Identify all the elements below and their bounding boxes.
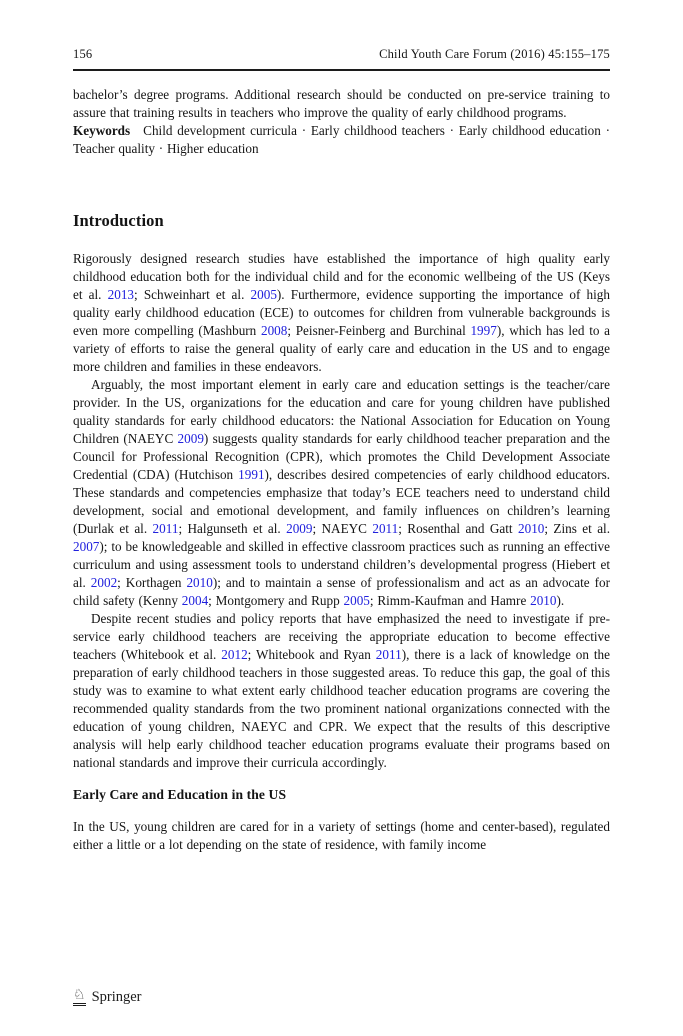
introduction-paragraph-2 bbox=[73, 376, 610, 610]
paragraph-text: Despite recent studies and policy reports that have emphasized the need to investigate if pre-service early childhood teachers are receiving the appropriate education to become effective teachers (Whitebook et al. bbox=[73, 611, 610, 662]
paragraph-text: ; Montgomery and Rupp bbox=[208, 593, 344, 608]
journal-reference: Child Youth Care Forum (2016) 45:155–175 bbox=[379, 47, 610, 61]
paragraph-text: Arguably, the most important element in early care and education settings is the teacher/care provider. In the US, organizations for the education and care for young children have published quality standards for early childhood educators: the National Association for Education on Young Children (NAEYC bbox=[73, 377, 610, 446]
paragraph-text: ); to be knowledgeable and skilled in effective classroom practices such as running an effective curriculum and using assessment tools to understand children’s developmental progress (Hiebert et al. bbox=[73, 539, 610, 590]
introduction-paragraph-1 bbox=[73, 250, 610, 376]
paragraph-text: ); and to maintain a sense of professionalism and act as an advocate for child safety (Kenny bbox=[73, 575, 610, 608]
early-care-paragraph-1: In the US, young children are cared for in a variety of settings (home and center-based), regulated either a little or a lot depending on the state of residence, with family income bbox=[73, 819, 610, 852]
citation-link[interactable]: 1991 bbox=[238, 467, 265, 482]
paragraph-text: ) suggests quality standards for early childhood teacher preparation and the Council for Professional Recognition (CPR), which promotes the Child Development Associate Credential (CDA) (Hutchison bbox=[73, 431, 610, 482]
citation-link[interactable]: 2009 bbox=[286, 521, 313, 536]
citation-link[interactable]: 2011 bbox=[152, 521, 179, 536]
paragraph-text: ). bbox=[556, 593, 565, 608]
publisher-wordmark: Springer bbox=[91, 989, 142, 1005]
paragraph-text: ), which has led to a variety of efforts to raise the general quality of early care and education in the US and to engage more children and families in these endeavors. bbox=[73, 323, 611, 374]
citation-link[interactable]: 2013 bbox=[107, 287, 135, 302]
paragraph-text: Rigorously designed research studies have established the importance of high quality early childhood education both for the individual child and for the economic wellbeing of the US (Keys et al. bbox=[73, 251, 610, 302]
citation-link[interactable]: 2010 bbox=[518, 521, 545, 536]
paragraph-text: ; Zins et al. bbox=[544, 521, 611, 536]
citation-link[interactable]: 2005 bbox=[343, 593, 370, 608]
citation-link[interactable]: 2011 bbox=[372, 521, 399, 536]
keywords-block bbox=[73, 122, 610, 158]
citation-link[interactable]: 2002 bbox=[90, 575, 118, 590]
paragraph-text: ; Peisner-Feinberg and Burchinal bbox=[287, 323, 471, 338]
citation-link[interactable]: 2011 bbox=[375, 647, 402, 662]
citation-link[interactable]: 2008 bbox=[260, 323, 288, 338]
running-header bbox=[73, 0, 610, 62]
citation-link[interactable]: 2005 bbox=[250, 287, 277, 302]
citation-link[interactable]: 2012 bbox=[221, 647, 248, 662]
page-content bbox=[73, 0, 610, 854]
springer-horse-icon: ♘ bbox=[73, 989, 86, 1006]
paragraph-text: ; Rosenthal and Gatt bbox=[398, 521, 518, 536]
paragraph-text: ; Schweinhart et al. bbox=[134, 287, 251, 302]
page-number: 156 bbox=[73, 47, 93, 61]
paragraph-text: ; Korthagen bbox=[117, 575, 187, 590]
header-rule bbox=[73, 69, 610, 71]
citation-link[interactable]: 2007 bbox=[73, 539, 100, 554]
paragraph-text: ), there is a lack of knowledge on the preparation of early childhood teachers in those suggested areas. To reduce this gap, the goal of this study was to examine to what extent early childhood teacher education programs are covering the recommended quality standards from the two prominent national organizations connected with the education of young children, NAEYC and CPR. We expect that the results of this descriptive analysis will help early childhood teacher education programs evaluate their programs based on national standards and improve their curricula accordingly. bbox=[73, 647, 611, 770]
paragraph-text: ; Whitebook and Ryan bbox=[247, 647, 376, 662]
citation-link[interactable]: 1997 bbox=[470, 323, 497, 338]
abstract-continuation-paragraph: bachelor’s degree programs. Additional research should be conducted on pre-service training to assure that training results in teachers who improve the quality of early childhood programs. bbox=[73, 87, 610, 120]
paragraph-text: ). Furthermore, evidence supporting the importance of high quality early childhood education (ECE) to outcomes for children from vulnerable backgrounds is even more compelling (Mashburn bbox=[73, 287, 610, 338]
keywords-text: Child development curricula · Early childhood teachers · Early childhood education · Teacher quality · Higher education bbox=[73, 123, 610, 156]
paragraph-text: ; Rimm-Kaufman and Hamre bbox=[369, 593, 531, 608]
paragraph-text: ; Halgunseth et al. bbox=[178, 521, 287, 536]
publisher-footer bbox=[73, 989, 142, 1006]
citation-link[interactable]: 2010 bbox=[186, 575, 213, 590]
citation-link[interactable]: 2009 bbox=[177, 431, 204, 446]
citation-link[interactable]: 2010 bbox=[530, 593, 557, 608]
section-heading-introduction: Introduction bbox=[73, 211, 164, 230]
introduction-paragraph-3 bbox=[73, 610, 610, 772]
keywords-label: Keywords bbox=[73, 123, 131, 138]
paragraph-text: ; NAEYC bbox=[312, 521, 373, 536]
citation-link[interactable]: 2004 bbox=[181, 593, 209, 608]
subsection-heading-early-care: Early Care and Education in the US bbox=[73, 787, 287, 802]
paragraph-text: ), describes desired competencies of early childhood educators. These standards and competencies emphasize that today’s ECE teachers need to understand child development, social and emotional development, and family influences on children’s learning (Durlak et al. bbox=[73, 467, 611, 536]
